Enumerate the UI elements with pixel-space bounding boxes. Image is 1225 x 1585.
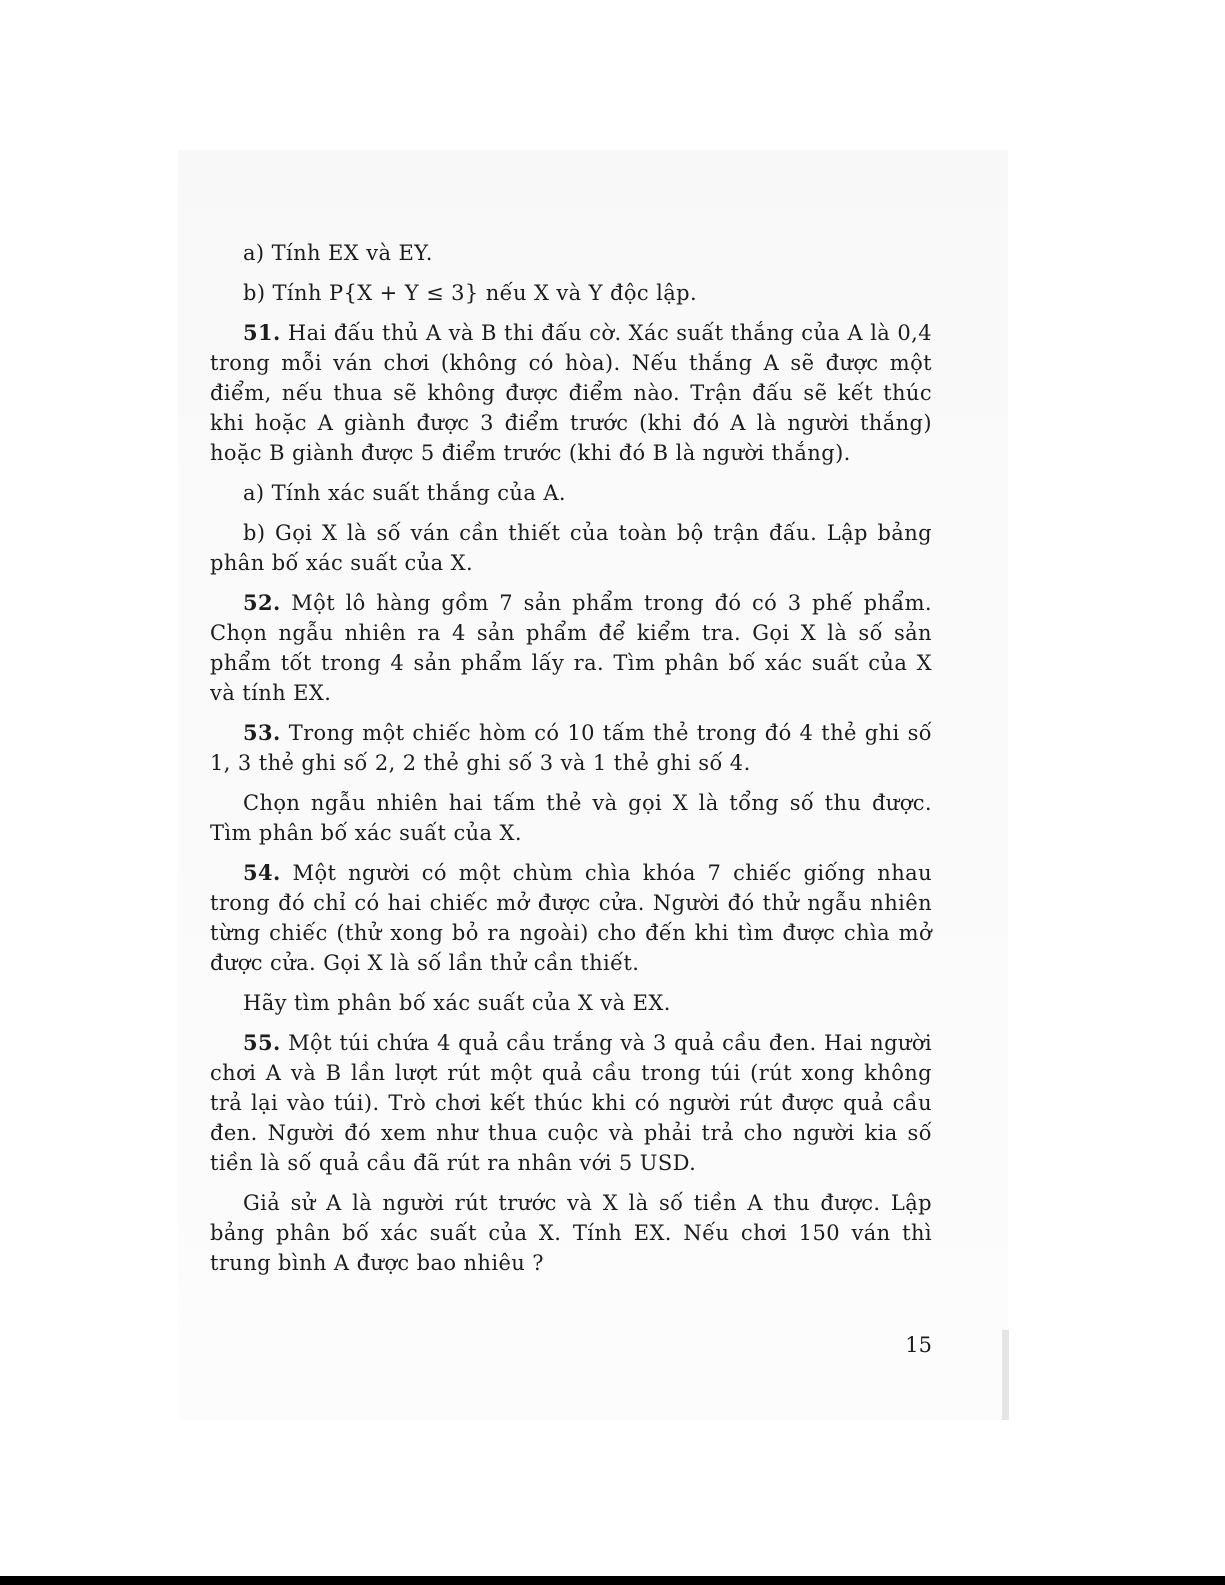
paragraph-50a: a) Tính EX và EY. [243, 241, 433, 265]
page-number: 15 [905, 1333, 932, 1357]
problem-54-text: Một người có một chùm chìa khóa 7 chiếc giống nhau trong đó chỉ có hai chiếc mở được cửa. Người đó thử ngẫu nhiên từng chiếc (thử xong bỏ ra ngoài) cho đến khi tìm được chìa mở được cửa. Gọi X là số lần thử cần thiết. [210, 861, 932, 975]
problem-53-text: Trong một chiếc hòm có 10 tấm thẻ trong đó 4 thẻ ghi số 1, 3 thẻ ghi số 2, 2 thẻ ghi số 3 và 1 thẻ ghi số 4. [210, 721, 932, 775]
problem-54 [210, 858, 932, 978]
paragraph-55-cont: Giả sử A là người rút trước và X là số tiền A thu được. Lập bảng phân bố xác suất của X. Tính EX. Nếu chơi 150 ván thì trung bình A được bao nhiêu ? [210, 1191, 932, 1275]
problem-number-55: 55. [243, 1030, 281, 1055]
problem-number-52: 52. [243, 590, 281, 615]
paragraph-51a: a) Tính xác suất thắng của A. [243, 481, 566, 505]
problem-51-text: Hai đấu thủ A và B thi đấu cờ. Xác suất thắng của A là 0,4 trong mỗi ván chơi (không có hòa). Nếu thắng A sẽ được một điểm, nếu thua sẽ không được điểm nào. Trận đấu sẽ kết thúc khi hoặc A giành được 3 điểm trước (khi đó A là người thắng) hoặc B giành được 5 điểm trước (khi đó B là người thắng). [210, 321, 932, 465]
problem-53 [210, 718, 932, 778]
problem-number-54: 54. [243, 860, 281, 885]
problem-number-51: 51. [243, 320, 281, 345]
problem-52 [210, 588, 932, 708]
paragraph-51b: b) Gọi X là số ván cần thiết của toàn bộ trận đấu. Lập bảng phân bố xác suất của X. [210, 521, 932, 575]
paragraph-50b: b) Tính P{X + Y ≤ 3} nếu X và Y độc lập. [243, 281, 698, 305]
paragraph-53-cont: Chọn ngẫu nhiên hai tấm thẻ và gọi X là tổng số thu được. Tìm phân bố xác suất của X. [210, 791, 932, 845]
problem-number-53: 53. [243, 720, 281, 745]
scan-bottom-border [0, 1576, 1225, 1585]
problem-55-text: Một túi chứa 4 quả cầu trắng và 3 quả cầu đen. Hai người chơi A và B lần lượt rút một quả cầu trong túi (rút xong không trả lại vào túi). Trò chơi kết thúc khi có người rút được quả cầu đen. Người đó xem như thua cuộc và phải trả cho người kia số tiền là số quả cầu đã rút ra nhân với 5 USD. [210, 1031, 932, 1175]
paragraph-54-cont: Hãy tìm phân bố xác suất của X và EX. [243, 991, 671, 1015]
problem-52-text: Một lô hàng gồm 7 sản phẩm trong đó có 3 phế phẩm. Chọn ngẫu nhiên ra 4 sản phẩm để kiểm tra. Gọi X là số sản phẩm tốt trong 4 sản phẩm lấy ra. Tìm phân bố xác suất của X và tính EX. [210, 591, 932, 705]
scan-edge-shadow [1002, 1330, 1009, 1420]
problem-51 [210, 318, 932, 468]
page-content [210, 238, 932, 1278]
problem-55 [210, 1028, 932, 1178]
